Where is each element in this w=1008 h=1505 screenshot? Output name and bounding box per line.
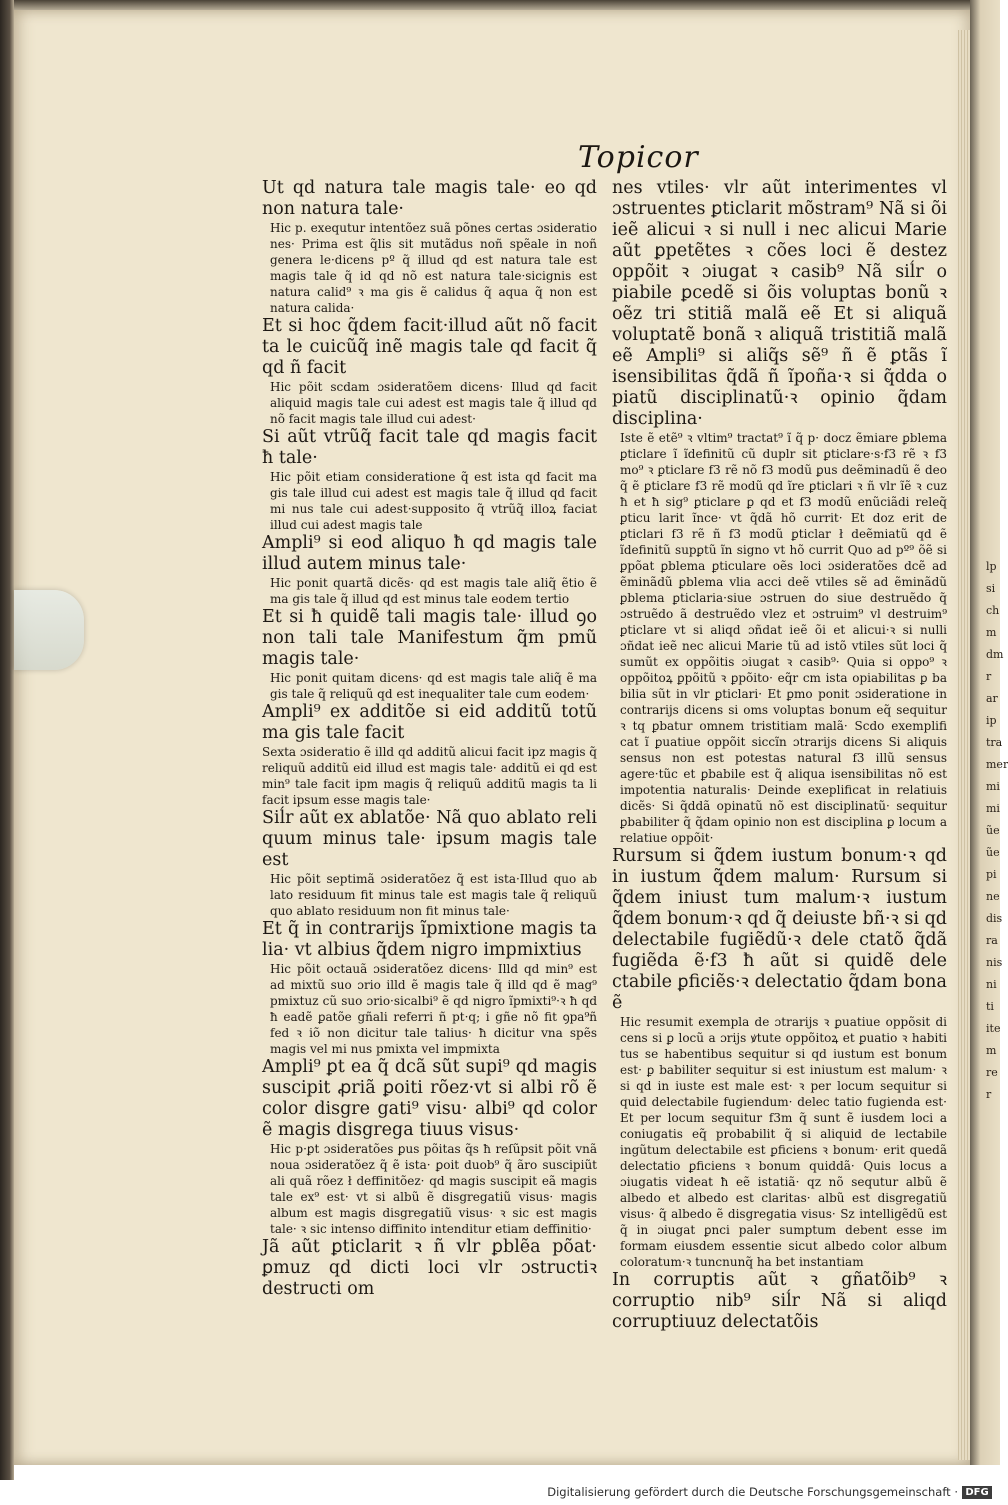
- commentary-block: Sexta ɔsideratio ẽ illd qd additũ alicui facit ipz magis q̃ reliquũ additũ eid illud est magis tale· additũ ei qd est min⁹ tale facit ipm magis q̃ reliquũ additũ magis ta li facit ipsum esse magis tale·: [262, 745, 597, 807]
- next-leaf-fragment: ar: [986, 692, 998, 705]
- main-text-block: nes vtiles· vlr aũt interimentes vl ɔstruentes ꝑticlarit mõstram⁹ Nã si õi ieẽ alicui ꝛ si null i nec alicui Marie aũt ꝑpetẽtes ꝛ cões loci ẽ destez oppõit ꝛ ɔiugat ꝛ casib⁹ Nã siĺr o piabile ꝑcedẽ si õis voluptas bonũ ꝛ oẽz tri stitiã malã eẽ Et si aliquã voluptatẽ bonã ꝛ aliquã tristitiã malã eẽ Ampli⁹ si aliq̃s sẽ⁹ ñ ẽ ꝑtãs ĩ isensibilitas q̃dã ñ ĩpoña·ꝛ si q̃dda o piatũ disciplinatũ·ꝛ opinio q̃dam disciplina·: [612, 178, 947, 429]
- running-head: Topicor: [578, 140, 699, 175]
- next-leaf-fragment: ip: [986, 714, 997, 727]
- main-text-block: Ampli⁹ ꝑt ea q̃ dcã sũt supi⁹ qd magis suscipit ꝓriã ꝑoiti rõez·vt si albi rõ ẽ color disgre gati⁹ visu· albi⁹ qd color ẽ magis disgrega tiuus visus·: [262, 1057, 597, 1140]
- next-leaf-fragment: si: [986, 582, 996, 595]
- commentary-block: Hic põit septimã ɔsideratõez q̃ est ista·Illud quo ab lato residuum fit minus tale est magis tale q̃ reliquũ quo ablato residuum non fit minus tale·: [270, 872, 597, 918]
- commentary-block: Hic põit octauã ɔsideratõez dicens· Illd qd min⁹ est ad mixtũ suo ɔrio illd ẽ magis tale q̃ illd qd ẽ mag⁹ pmixtuz cũ suo ɔrio·sicalbi⁹ ẽ qd nigro ĩpmixti⁹·ꝛ ħ qd ħ eadẽ ꝑatõe gñali referri ñ pt·q; i gñe nõ fit ꝯpa⁹ñ fed ꝛ iõ non dicitur tale talius· ħ dicitur vna spẽs magis vel mi nus pmixta vel impmixta: [270, 962, 597, 1056]
- next-leaf-fragment: ni: [986, 978, 997, 991]
- commentary-block: Hic põit scdam ɔsideratõem dicens· Illud qd facit aliquid magis tale cui adest est magis tale q̃ illud qd nõ facit magis tale illud cui adest·: [270, 380, 597, 426]
- main-text-block: Et q̃ in contrarijs ĩpmixtione magis ta lia· vt albius q̃dem nigro impmixtius: [262, 919, 597, 960]
- next-leaf-fragment: m: [986, 626, 997, 639]
- main-text-block: Ampli⁹ si eod aliquo ħ qd magis tale illud autem minus tale·: [262, 533, 597, 574]
- next-leaf-fragment: ite: [986, 1022, 1001, 1035]
- next-leaf-fragment: dm: [986, 648, 1004, 661]
- next-leaf-fragment: m: [986, 1044, 997, 1057]
- footer-credit: Digitalisierung gefördert durch die Deutsche Forschungsgemeinschaft ·: [547, 1485, 958, 1499]
- commentary-block: Iste ẽ etẽ⁹ ꝛ vltim⁹ tractat⁹ ĩ q̃ p· docz ẽmiare ꝑblema ꝑticlare ĩ ĩdefinitũ cũ duplr sit ꝑticlare·s·f3 rẽ ꝛ f3 mo⁹ ꝛ ꝑticlare f3 rẽ nõ f3 modũ ꝑus deẽminadũ ẽ deo q̃ ẽ ꝑticlare f3 rẽ modũ qd ĩre ꝑticlari ꝛ ñ vlr ĩẽ ꝛ cuz ħ et ħ sig⁹ ꝑticlare ꝑ qd et f3 modũ enũciãdi releq̃ ꝑticu larit ĩnce· vt q̃dã hõ currit· Et doz erit de ꝑticlari f3 rẽ ñ f3 modũ ꝑticlar ł deẽmiatũ qd ẽ ĩdefinitũ supꝑtũ ĩn signo vt hõ currit Quo ad pº⁹ õẽ si ꝑpõat ꝑblema ꝑticulare oẽs loci ɔsideratões dcẽ ad ẽminãdũ ꝑblema vlia acci deẽ vtiles sẽ ad ẽminãdũ ꝑblema ꝑticlaria·siue ɔstruen do siue destruẽdo q̃ ɔstruẽdo ã destruẽdo vlez et ɔstruim⁹ vl destruim⁹ ꝑticlare vt si aliqd ɔñdat ieẽ õi et alicui·ꝛ si nulli ɔñdat ieẽ nec alicui Marie tũ ad istõ vtiles sũt loci q̃ sumũt ex oppõitis ɔiugat ꝛ casib⁹· Quia si oppo⁹ ꝛ oppõitoꝝ ꝑpõitũ ꝛ ꝑpõito· eq̃r cm ista opiabilitas ꝑ ba bilia sũt in vlr ꝑticlari· Et ꝑmo ponit ɔsideratione in contrarijs dicens si oms voluptas bonum eq̃ sequitur ꝛ tq ꝑbatur omnem tristitiam malã· Scdo exemplifi cat ĩ ꝑuatiue oppõit siccĩn ɔtrarijs dicens Si aliquis sensus non est potestas natural f3 illũ sensus agere·tũc et ꝑbabile est q̃ aliqua isensibilitas nõ est impotentia naturalis· Deinde exeplificat in relatiuis dicẽs· Si q̃ddã opinatũ nõ est disciplinatũ· sequitur ꝑbabiliter q̃ q̃dam opinio non est disciplina ꝑ locum a relatiue oppõit·: [620, 431, 947, 845]
- commentary-block: Hic põit etiam consideratione q̃ est ista qd facit ma gis tale illud cui adest est magis tale q̃ illud qd facit mi nus tale cui adest·supposito q̃ vtrũq̃ illoꝝ faciat illud cui adest magis tale: [270, 470, 597, 532]
- main-text-block: Rursum si q̃dem iustum bonum·ꝛ qd in iustum q̃dem malum· Rursum si q̃dem iniust tum malum·ꝛ iustum q̃dem bonum·ꝛ qd q̃ deiuste bñ·ꝛ si qd delectabile fugiẽdũ·ꝛ dele ctatõ q̃dã fugiẽda ẽ·f3 ħ aũt si quidẽ dele ctabile ꝑficiẽs·ꝛ delectatio q̃dam bona ẽ: [612, 846, 947, 1013]
- main-text-block: In corruptis aũt ꝛ gñatõib⁹ ꝛ corruptio nib⁹ siĺr Nã si aliqd corruptiuuz delectatõis: [612, 1270, 947, 1332]
- left-column: [262, 178, 597, 1300]
- next-leaf-fragment: ne: [986, 890, 1000, 903]
- next-leaf-fragment: lp: [986, 560, 997, 573]
- next-leaf-fragment: mi: [986, 780, 1000, 793]
- next-leaf-fragment: mi: [986, 802, 1000, 815]
- next-leaf-fragment: r: [986, 1088, 992, 1101]
- main-text-block: Et si ħ quidẽ tali magis tale· illud ꝯo non tali tale Manifestum q̃m pmũ magis tale·: [262, 607, 597, 669]
- next-leaf-fragment: ra: [986, 934, 998, 947]
- next-leaf-fragment: tra: [986, 736, 1003, 749]
- scan-edge-left: [0, 0, 14, 1480]
- commentary-block: Hic p·ꝑt ɔsideratões ꝑus põitas q̃s ħ reſũpsit põit vnã noua ɔsideratõez q̃ ẽ ista· ꝑoit duob⁹ q̃ ãro suscipiũt ali quã rõez ł deffinitõez· qd magis suscipit eã magis tale ex⁹ est· vt si albũ ẽ disgregatiũ visus· magis album est magis disgregatiũ visus· ꝛ sic est magis tale· ꝛ sic intenso diffinito intenditur etiam deffinitio·: [270, 1142, 597, 1236]
- main-text-block: Jã aũt ꝑticlarit ꝛ ñ vlr ꝑblẽa põat· ꝑmuz qd dicti loci vlr ɔstructiꝛ destructi om: [262, 1237, 597, 1299]
- main-text-block: Siĺr aũt ex ablatõe· Nã quo ablato reli quum minus tale· ipsum magis tale est: [262, 808, 597, 870]
- page-clip: [14, 590, 84, 670]
- next-leaf: [970, 0, 1008, 1465]
- next-leaf-fragment: ti: [986, 1000, 994, 1013]
- dfg-logo-text: DFG: [962, 1486, 991, 1499]
- next-leaf-fragment: dis: [986, 912, 1003, 925]
- main-text-block: Ampli⁹ ex additõe si eid additũ totũ ma gis tale facit: [262, 702, 597, 743]
- next-leaf-fragment: mer: [986, 758, 1008, 771]
- next-leaf-fragment: r: [986, 670, 992, 683]
- commentary-block: Hic ponit quartã dicẽs· qd est magis tale aliq̃ ẽtio ẽ ma gis tale q̃ illud qd est minus tale eodem tertio: [270, 576, 597, 606]
- commentary-block: Hic ponit quitam dicens· qd est magis tale aliq̃ ẽ ma gis tale q̃ reliquũ qd est inequaliter tale cum eodem·: [270, 671, 597, 701]
- next-leaf-fragment: ũe: [986, 824, 1000, 837]
- commentary-block: Hic resumit exempla de ɔtrarijs ꝛ ꝑuatiue oppõsit di cens si ꝑ locũ a ɔrijs ꝟtute oppõitoꝝ et ꝑuatio ꝛ habiti tus se habentibus sequitur si qd iustum est bonum est· ꝑ babiliter sequitur si est iniustum est malum· ꝛ si qd in iuste est male est· ꝛ per locum sequitur si quid delectabile fugiendum· delec tatio fugienda est· Et per locum sequitur f3m q̃ sunt ẽ iusdem loci a coniugatis eq̃ probabilit q̃ si aliquid de lectabile ingũtum delectabile est ꝑficiens ꝛ bonum· erit quedã delectatio ꝑficiens ꝛ bonum quiddã· Quis locus a ɔiugatis videat ħ eẽ istatiã· qz nõ sequtur albũ ẽ albedo et albedo est claritas· albũ est disgregatiũ visus· q̃ albedo ẽ disgregatia visus· Sz intelligẽdũ est q̃ in ɔiugat ꝑnci paler sumptum debent esse im formam eiusdem essentie sicut albedo color album coloratum·ꝛ tuncnunq̃ ha bet instantiam: [620, 1015, 947, 1269]
- next-leaf-fragment: nis: [986, 956, 1003, 969]
- commentary-block: Hic p. exequtur intentõez suã põnes certas ɔsideratio nes· Prima est q̃lis sit mutãdus noñ spẽale in noñ genera le·dicens pº q̃ illud qd est natura tale est magis tale q̃ id qd nõ est natura tale·sicignis est natura calid⁹ ꝛ ma gis ẽ calidus q̃ aqua q̃ non est natura calida·: [270, 221, 597, 315]
- right-column: [612, 178, 947, 1333]
- book-edge: [958, 30, 970, 1460]
- next-leaf-fragment: ũe: [986, 846, 1000, 859]
- main-text-block: Et si hoc q̃dem facit·illud aũt nõ facit ta le cuicũq̃ inẽ magis tale qd facit q̃ qd ñ facit: [262, 316, 597, 378]
- dfg-logo: [962, 1484, 992, 1500]
- next-leaf-fragment: re: [986, 1066, 998, 1079]
- next-leaf-fragment: ch: [986, 604, 1000, 617]
- main-text-block: Ut qd natura tale magis tale· eo qd non natura tale·: [262, 178, 597, 219]
- next-leaf-fragment: pi: [986, 868, 997, 881]
- main-text-block: Si aũt vtrũq̃ facit tale qd magis facit ħ tale·: [262, 427, 597, 468]
